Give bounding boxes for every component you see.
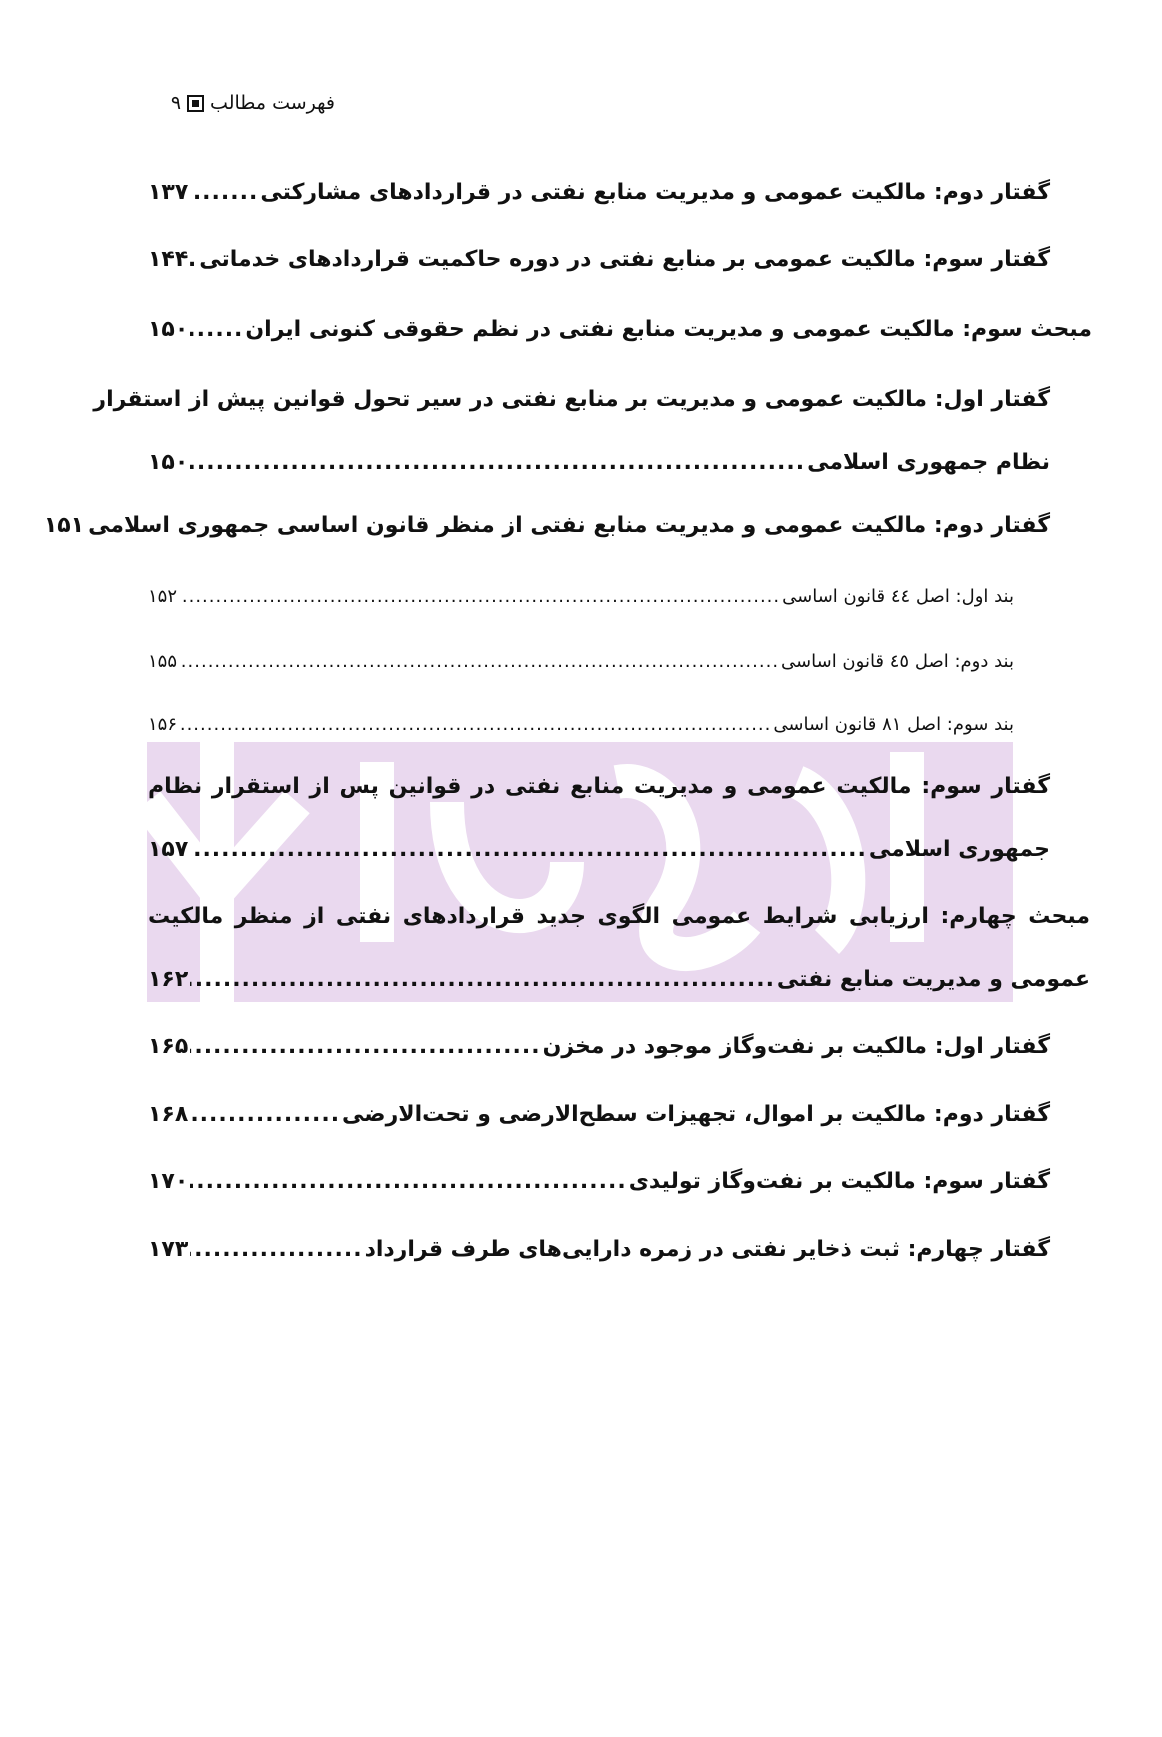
toc-entry-title: بند اول: اصل ٤٤ قانون اساسی [782,586,1014,607]
toc-entry[interactable] [148,247,1050,272]
toc-entry[interactable] [148,450,1050,475]
toc-entry-page: ۱۵۶ [148,714,178,735]
toc-entry[interactable] [43,513,1050,538]
toc-entry-first-line[interactable]: گفتار اول: مالکیت عمومی و مدیریت بر منابع نفتی در سیر تحول قوانین پیش از استقرار [93,387,1050,412]
dot-leader [190,450,805,475]
toc-entry[interactable] [148,837,1050,862]
header-title: فهرست مطالب [210,92,335,114]
toc-subentry[interactable] [148,586,1014,607]
toc-entry[interactable] [148,1034,1050,1059]
dot-leader [190,1034,540,1059]
toc-entry-title: مبحث سوم: مالکیت عمومی و مدیریت منابع نفتی در نظم حقوقی کنونی ایران [245,317,1092,342]
toc-entry-page: ۱۷۳ [148,1237,189,1262]
toc-entry-page: ۱۵۵ [148,651,178,672]
toc-entry-title: گفتار سوم: مالکیت عمومی بر منابع نفتی در دوره حاکمیت قراردادهای خدماتی [199,247,1050,272]
dot-leader [190,247,197,272]
dot-leader [179,714,771,735]
toc-entry-title: بند سوم: اصل ۸۱ قانون اساسی [773,714,1014,735]
toc-entry-title: گفتار اول: مالکیت بر نفت‌وگاز موجود در مخزن [542,1034,1050,1059]
toc-section-entry[interactable] [148,967,1090,992]
dot-leader [190,1169,626,1194]
header-page-number: ۹ [170,92,182,114]
toc-entry-page: ۱۶۸ [148,1102,189,1127]
toc-section-first-line[interactable]: مبحث چهارم: ارزیابی شرایط عمومی الگوی جدید قراردادهای نفتی از منظر مالکیت [148,904,1090,929]
dot-leader [190,180,258,205]
toc-entry-page: ۱۵۷ [148,837,189,862]
toc-entry-title: جمهوری اسلامی [868,837,1050,862]
toc-entry-page: ۱۵۲ [148,586,178,607]
toc-entry-page: ۱۵۱ [43,513,85,538]
toc-entry-title: گفتار دوم: مالکیت بر اموال، تجهیزات سطح‌الارضی و تحت‌الارضی [342,1102,1050,1127]
square-bullet-icon [187,95,204,112]
dot-leader [190,317,243,342]
dot-leader [179,586,780,607]
toc-entry-title: عمومی و مدیریت منابع نفتی [776,967,1090,992]
toc-entry-page: ۱۷۰ [148,1169,189,1194]
toc-entry-title: گفتار دوم: مالکیت عمومی و مدیریت منابع نفتی از منظر قانون اساسی جمهوری اسلامی [88,513,1050,538]
toc-entry[interactable] [148,1169,1050,1194]
toc-subentry[interactable] [148,714,1014,735]
toc-entry[interactable] [148,1102,1050,1127]
toc-entry-title: گفتار چهارم: ثبت ذخایر نفتی در زمره دارایی‌های طرف قرارداد [364,1237,1050,1262]
running-header [145,92,335,114]
toc-entry-page: ۱۶۲ [148,967,189,992]
dot-leader [190,967,775,992]
toc-entry-page: ۱۴۴ [148,247,189,272]
dot-leader [190,837,867,862]
toc-entry[interactable] [148,1237,1050,1262]
dot-leader [190,1237,362,1262]
toc-entry-title: نظام جمهوری اسلامی [807,450,1050,475]
toc-entry-page: ۱۵۰ [148,317,189,342]
dot-leader [179,651,779,672]
dot-leader [190,1102,340,1127]
toc-entry[interactable] [148,180,1050,205]
toc-subentry[interactable] [148,651,1014,672]
toc-entry-first-line[interactable]: گفتار سوم: مالکیت عمومی و مدیریت منابع نفتی در قوانین پس از استقرار نظام [148,774,1050,799]
toc-entry-title: گفتار سوم: مالکیت بر نفت‌وگاز تولیدی [628,1169,1050,1194]
toc-section-entry[interactable] [148,317,1092,342]
toc-entry-page: ۱۳۷ [148,180,189,205]
toc-entry-page: ۱۵۰ [148,450,189,475]
toc-entry-title: بند دوم: اصل ٤٥ قانون اساسی [781,651,1014,672]
toc-entry-title: گفتار دوم: مالکیت عمومی و مدیریت منابع نفتی در قراردادهای مشارکتی [260,180,1050,205]
toc-entry-page: ۱۶۵ [148,1034,189,1059]
